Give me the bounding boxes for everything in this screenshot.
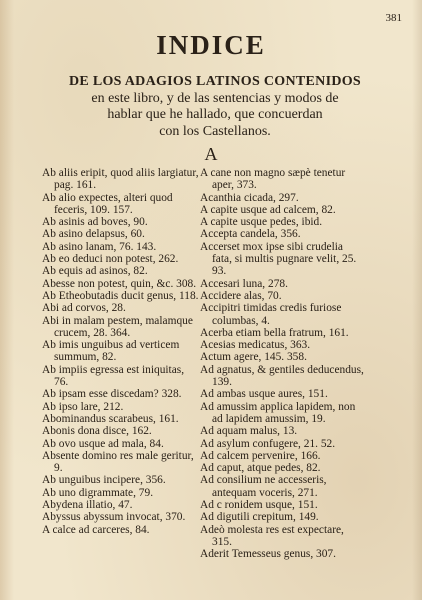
index-entry: Ad aquam malus, 13. — [200, 425, 298, 438]
subtitle-line-2: en este libro, y de las sentencias y modos de — [91, 90, 339, 106]
index-entry: Aderit Temesseus genus, 307. — [200, 548, 336, 561]
page-number: 381 — [385, 12, 402, 24]
index-entry: Ad ambas usque aures, 151. — [200, 388, 328, 401]
index-entry: Ab equis ad asinos, 82. — [42, 265, 148, 278]
section-letter: A — [204, 144, 218, 164]
index-entry: A cane non magno sæpè tenetur aper, 373. — [200, 167, 346, 192]
index-entry: Ad asylum confugere, 21. 52. — [200, 437, 336, 450]
index-entry: Abesse non potest, quin, &c. 308. — [42, 277, 197, 290]
left-index-column — [42, 167, 200, 536]
index-entry: Ab unguibus incipere, 356. — [42, 474, 166, 487]
index-entry: Absente domino res male geritur, 9. — [42, 449, 194, 475]
index-entry: Accepta candela, 356. — [200, 228, 301, 241]
index-entry: Accidere alas, 70. — [200, 289, 282, 302]
index-entry: Actum agere, 145. 358. — [200, 351, 307, 364]
index-entry: Acesias medicatus, 363. — [200, 339, 311, 352]
index-entry: Acanthia cicada, 297. — [200, 191, 299, 204]
page-edge-shadow — [412, 0, 422, 600]
index-entry: Abominandus scarabeus, 161. — [42, 412, 179, 425]
index-entry: Ab ovo usque ad mala, 84. — [42, 437, 164, 450]
index-entry: Abydena illatio, 47. — [42, 499, 133, 512]
index-entry: Accesari luna, 278. — [200, 277, 288, 290]
subtitle-line-1: DE LOS ADAGIOS LATINOS CONTENIDOS — [68, 74, 362, 89]
index-entry: Abyssus abyssum invocat, 370. — [42, 511, 186, 524]
index-entry: Ab ipso lare, 212. — [42, 400, 124, 413]
index-entry: Ad calcem pervenire, 166. — [200, 449, 321, 462]
index-entry: Ad caput, atque pedes, 82. — [200, 462, 321, 475]
index-entry: Abi ad corvos, 28. — [42, 302, 126, 315]
index-entry: Acerba etiam bella fratrum, 161. — [200, 326, 349, 339]
index-entry: Accerset mox ipse sibi crudelia fata, si multis pugnare velit, 25. 93. — [200, 240, 357, 278]
index-entry: Ab aliis eripit, quod aliis largiatur, pag. 161. — [42, 167, 199, 192]
index-entry: Ad c ronidem usque, 151. — [200, 499, 318, 512]
index-entry: Ab ipsam esse discedam? 328. — [42, 388, 182, 401]
index-entry: Ab imis unguibus ad verticem summum, 82. — [42, 339, 180, 364]
index-entry: Abonis dona disce, 162. — [42, 425, 152, 438]
right-index-column — [200, 167, 365, 561]
index-title: INDICE — [156, 30, 266, 60]
index-subtitle — [40, 74, 390, 140]
index-entry: A calce ad carceres, 84. — [42, 523, 150, 536]
index-entry: Adeò molesta res est expectare, 315. — [200, 523, 344, 548]
index-entry: Ad agnatus, & gentiles deducendus, 139. — [200, 363, 364, 389]
index-entry: Ab impiis egressa est iniquitas, 76. — [42, 363, 185, 389]
index-entry: Ab alio expectes, alteri quod feceris, 109. 157. — [42, 191, 173, 216]
index-entry: A capite usque pedes, ibid. — [200, 216, 323, 229]
index-entry: Ab eo deduci non potest, 262. — [42, 253, 179, 266]
index-entry: Ad consilium ne accesseris, antequam voceris, 271. — [200, 474, 327, 499]
index-entry: Ab asino delapsus, 60. — [42, 228, 145, 241]
index-entry: Ab Etheobutadis ducit genus, 118. — [42, 289, 199, 302]
index-entry: Ad digutili crepitum, 149. — [200, 511, 319, 524]
index-entry: Ad amussim applica lapidem, non ad lapidem amussim, 19. — [200, 400, 356, 425]
index-entry: Ab asinis ad boves, 90. — [42, 216, 148, 229]
index-entry: Abi in malam pestem, malamque crucem, 28. 364. — [42, 314, 193, 339]
index-entry: Accipitri timidas credis furiose columbas, 4. — [200, 302, 342, 327]
index-entry: Ab asino lanam, 76. 143. — [42, 240, 157, 253]
index-entry: Ab uno digrammate, 79. — [42, 486, 154, 499]
subtitle-line-4: con los Castellanos. — [159, 123, 271, 139]
subtitle-line-3: hablar que he hallado, que concuerdan — [107, 107, 323, 122]
index-entry: A capite usque ad calcem, 82. — [200, 203, 336, 216]
